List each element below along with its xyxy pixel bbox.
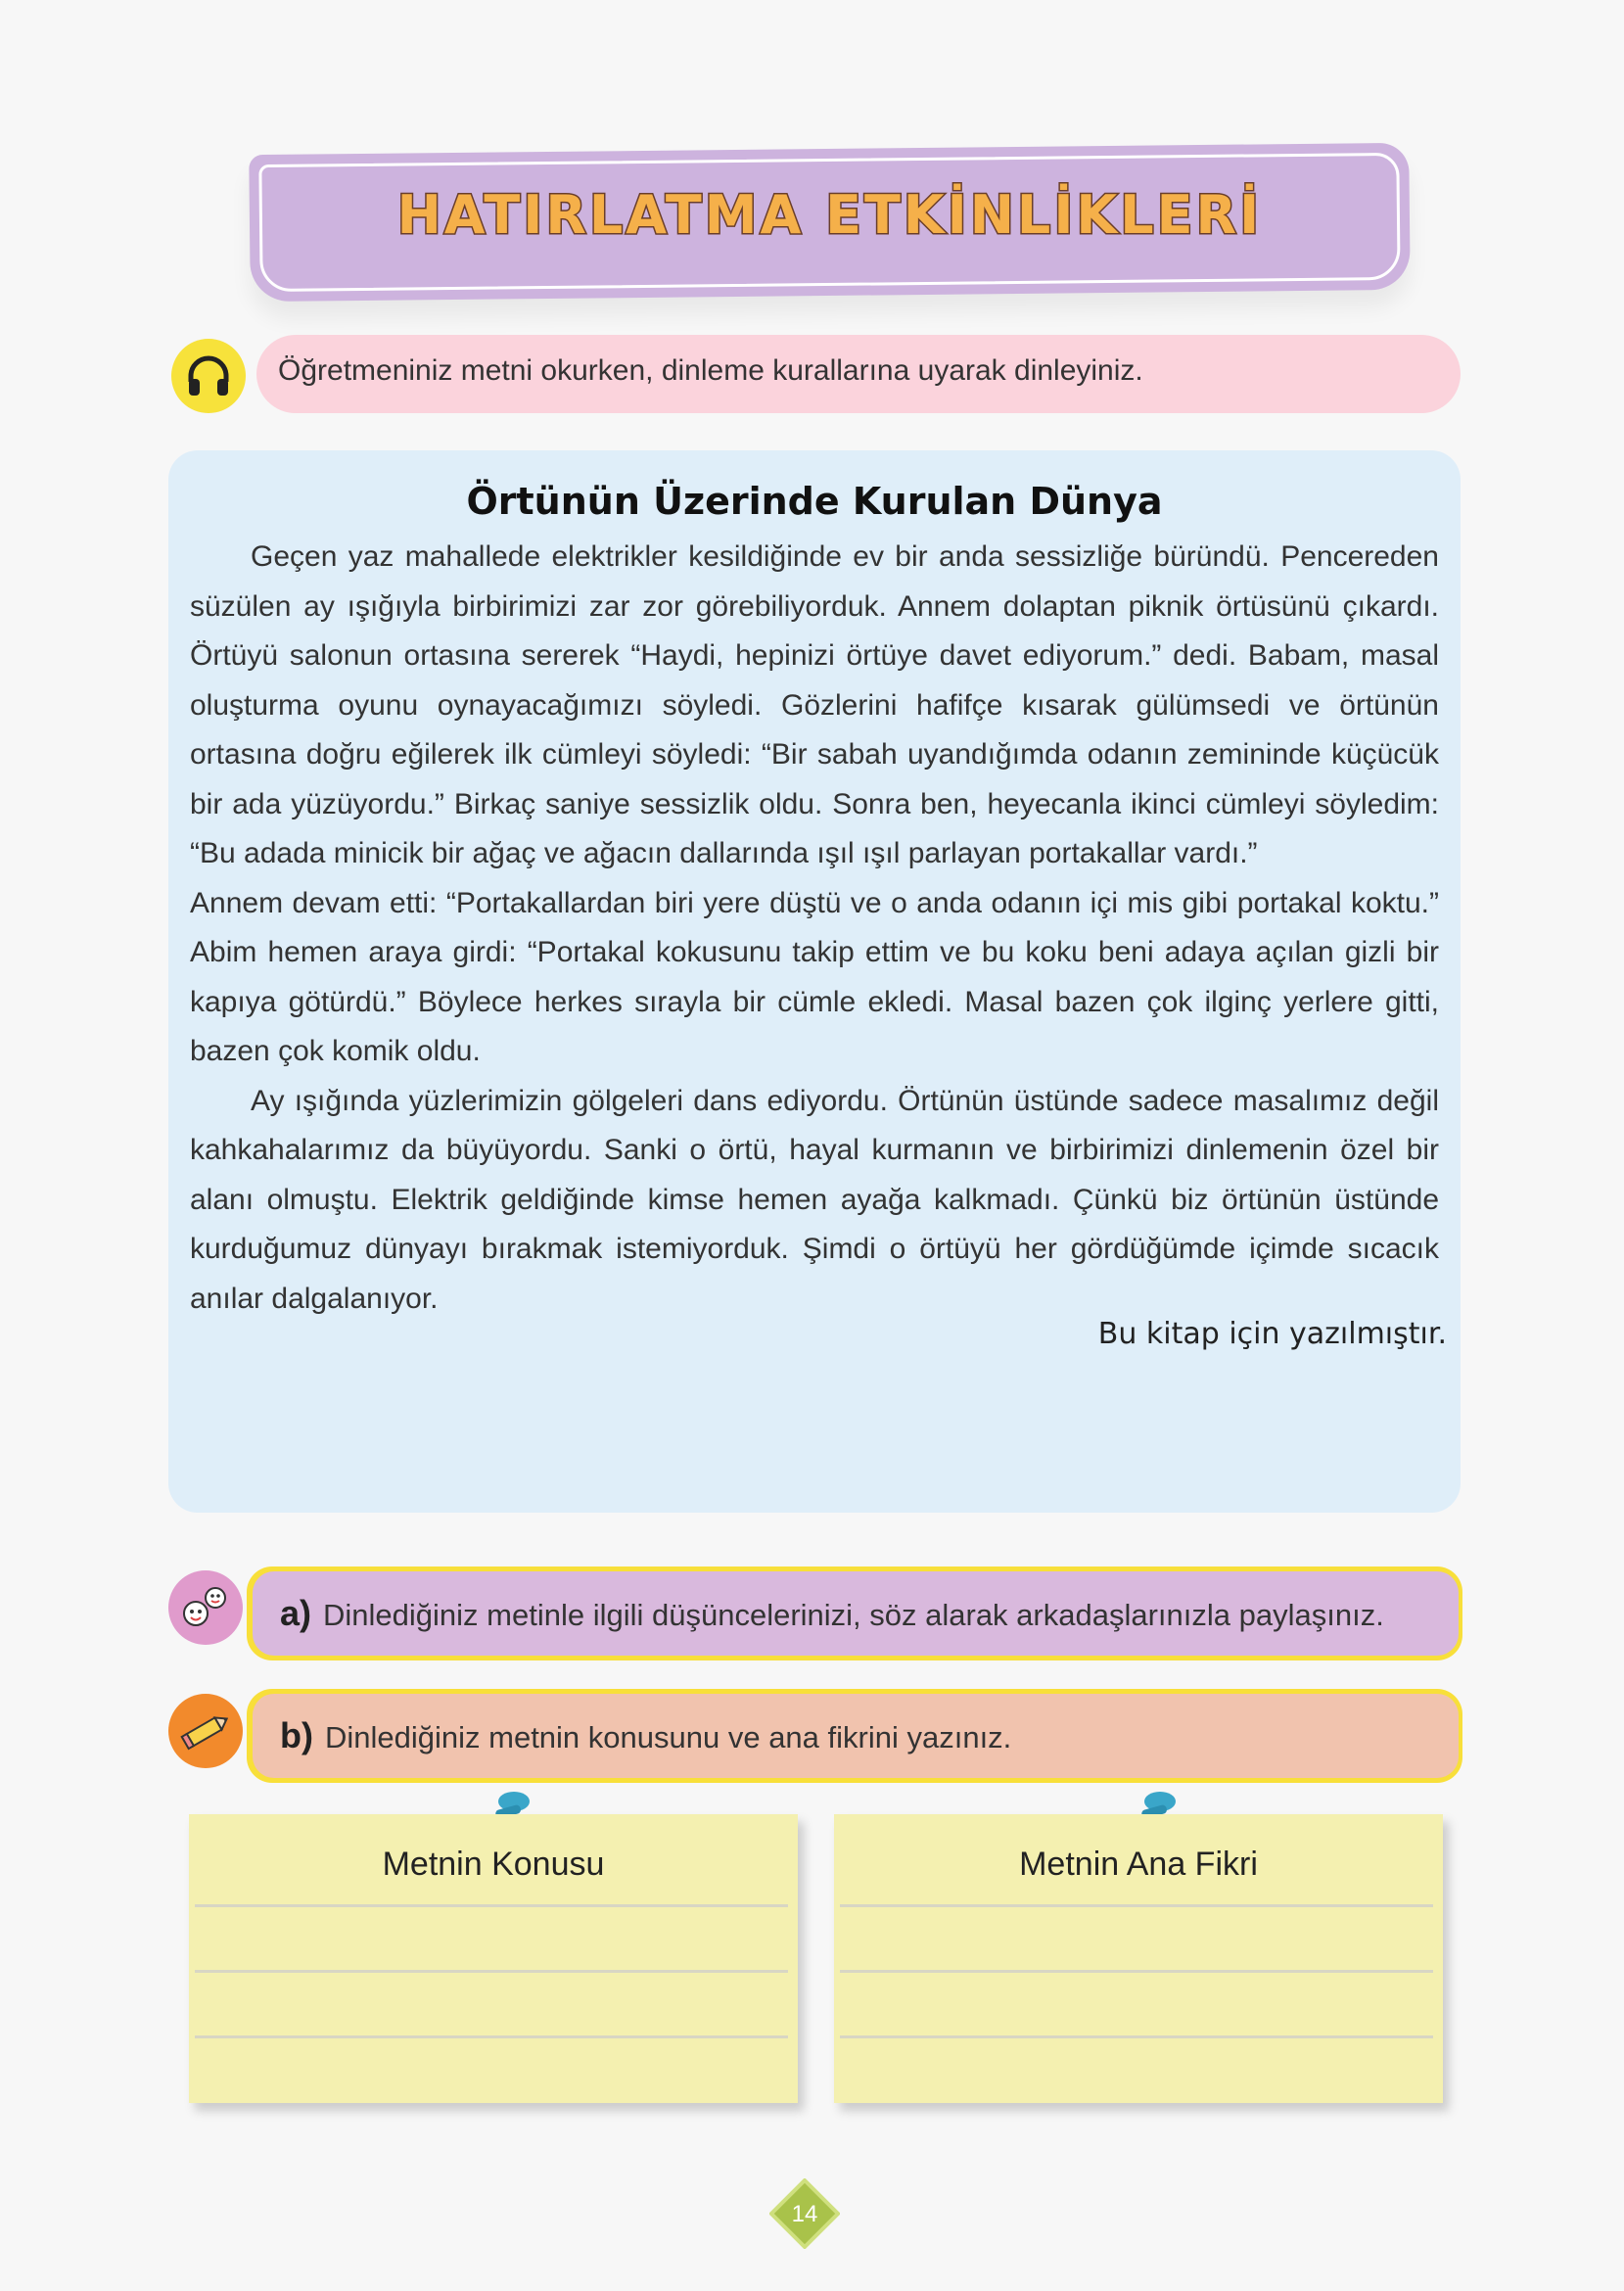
writing-line bbox=[840, 1970, 1433, 1973]
story-signature: Bu kitap için yazılmıştır. bbox=[1097, 1317, 1447, 1351]
writing-line bbox=[195, 1970, 788, 1973]
task-a-text bbox=[280, 1593, 1384, 1634]
instruction-text: Öğretmeniniz metni okurken, dinleme kurallarına uyarak dinleyiniz. bbox=[278, 354, 1143, 387]
page-number-badge bbox=[769, 2178, 840, 2249]
task-a-letter: a) bbox=[280, 1593, 312, 1633]
task-a bbox=[253, 1571, 1459, 1656]
task-b-letter: b) bbox=[280, 1715, 313, 1755]
task-b-instruction: Dinlediğiniz metnin konusunu ve ana fikrini yazınız. bbox=[324, 1720, 1012, 1754]
story-paragraph: Geçen yaz mahallede elektrikler kesildiğinde ev bir anda sessizliğe büründü. Pencereden süzülen ay ışığıyla birbirimizi zar zor görebiliyorduk. Annem dolaptan piknik örtüsünü çıkardı. Örtüyü salonun ortasına sererek “Haydi, hepinizi örtüye davet ediyorum.” dedi. Babam, masal oluşturma oyunu oynayacağımızı söyledi. Gözlerini hafifçe kısarak gülümsedi ve örtünün ortasına doğru eğilerek ilk cümleyi söyledi: “Bir sabah uyandığımda odanın zemininde küçücük bir ada yüzüyordu.” Birkaç saniye sessizlik oldu. Sonra ben, heyecanla ikinci cümleyi söyledim: “Bu adada minicik bir ağaç ve ağacın dallarında ışıl ışıl parlayan portakallar vardı.” bbox=[190, 540, 1439, 869]
writing-line bbox=[195, 1904, 788, 1907]
writing-line bbox=[840, 1904, 1433, 1907]
page-number: 14 bbox=[791, 2201, 818, 2227]
note-main-idea[interactable] bbox=[834, 1814, 1443, 2103]
pencil-icon bbox=[168, 1694, 243, 1768]
speech-bubbles-icon bbox=[168, 1570, 243, 1645]
headphones-icon bbox=[171, 339, 246, 413]
task-a-instruction: Dinlediğiniz metinle ilgili düşüncelerinizi, söz alarak arkadaşlarınızla paylaşınız. bbox=[323, 1598, 1384, 1632]
task-b-text bbox=[280, 1715, 1011, 1756]
page-title: HATIRLATMA ETKİNLİKLERİ bbox=[396, 184, 1263, 247]
listening-instruction bbox=[256, 335, 1461, 413]
note-topic-title: Metnin Konusu bbox=[382, 1846, 605, 1883]
story-title: Örtünün Üzerinde Kurulan Dünya bbox=[466, 480, 1163, 523]
writing-line bbox=[195, 2035, 788, 2038]
story-body bbox=[190, 533, 1439, 1324]
story-paragraph: Annem devam etti: “Portakallardan biri yere düştü ve o anda odanın içi mis gibi portakal koktu.” Abim hemen araya girdi: “Portakal kokusunu takip ettim ve bu koku beni adaya açılan gizli bir kapıya götürdü.” Böylece herkes sırayla bir cümle ekledi. Masal bazen çok ilginç yerlere gitti, bazen çok komik oldu. bbox=[190, 886, 1439, 1067]
note-main-idea-title: Metnin Ana Fikri bbox=[1019, 1846, 1258, 1883]
title-banner bbox=[249, 143, 1411, 302]
story-card bbox=[168, 450, 1461, 1513]
task-b bbox=[253, 1694, 1459, 1778]
writing-line bbox=[840, 2035, 1433, 2038]
story-paragraph: Ay ışığında yüzlerimizin gölgeleri dans ediyordu. Örtünün üstünde sadece masalımız değil kahkahalarımız da büyüyordu. Sanki o örtü, hayal kurmanın ve birbirimizi dinlemenin özel bir alanı olmuştu. Elektrik geldiğinde kimse hemen ayağa kalkmadı. Çünkü biz örtünün üstünde kurduğumuz dünyayı bırakmak istemiyorduk. Şimdi o örtüyü her gördüğümde içimde sıcacık anılar dalgalanıyor. bbox=[190, 1084, 1439, 1315]
note-topic[interactable] bbox=[189, 1814, 798, 2103]
